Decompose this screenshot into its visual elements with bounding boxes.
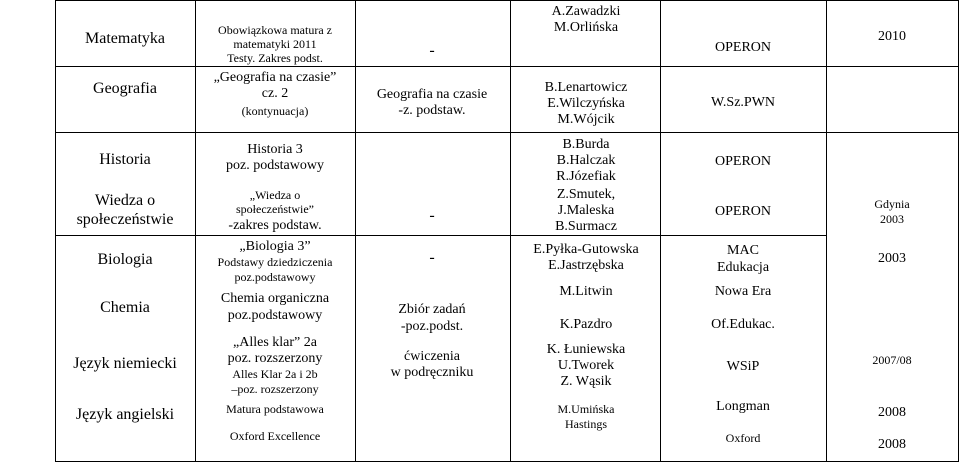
author-wasik: Z. Wąsik (560, 374, 612, 389)
publisher-oxford: Oxford (725, 431, 761, 445)
title-wos-line1: „Wiedza o (249, 188, 301, 202)
row-divider (55, 132, 959, 133)
table-border-left (55, 0, 56, 462)
publisher-operon-historia: OPERON (714, 154, 772, 169)
subject-wos-line2: społeczeństwie (76, 211, 174, 228)
column-divider (660, 0, 661, 462)
year-gdynia-year: 2003 (880, 212, 904, 226)
year-gdynia-place: Gdynia (874, 197, 910, 211)
title-matematyka-line3: Testy. Zakres podst. (227, 51, 323, 65)
title-angielski-line1: Matura podstawowa (226, 402, 324, 416)
subject-jezyk-niemiecki: Język niemiecki (73, 355, 177, 372)
publisher-mac-line2: Edukacja (716, 260, 770, 275)
author-halczak: B.Halczak (556, 153, 616, 168)
title-biologia-line3: poz.podstawowy (234, 270, 316, 284)
title-historia-line2: poz. podstawowy (226, 158, 324, 173)
publisher-wsip: WSiP (726, 359, 760, 374)
publisher-nowa-era: Nowa Era (714, 284, 772, 299)
author-luniewska: K. Łuniewska (546, 342, 626, 357)
year-angielski-2: 2008 (878, 437, 906, 452)
author-surmacz: B.Surmacz (555, 219, 617, 234)
supplement-geografia-line1: Geografia na czasie (376, 87, 488, 102)
author-maleska: J.Maleska (557, 203, 615, 218)
title-chemia-line1: Chemia organiczna (220, 291, 330, 306)
supplement-niemiecki-line2: w podręczniku (390, 365, 474, 380)
table-border-top (55, 0, 959, 1)
title-biologia-line2: Podstawy dziedziczenia (217, 255, 333, 269)
publisher-operon-matematyka: OPERON (714, 40, 772, 55)
title-historia-line1: Historia 3 (247, 142, 303, 157)
title-matematyka-line1: Obowiązkowa matura z (218, 23, 332, 37)
column-divider (355, 0, 356, 462)
publisher-longman: Longman (716, 399, 770, 414)
supplement-matematyka: - (429, 42, 435, 59)
subject-historia: Historia (99, 151, 151, 168)
title-niemiecki-line2: poz. rozszerzony (227, 351, 323, 366)
year-matematyka: 2010 (878, 29, 906, 44)
supplement-biologia: - (429, 249, 435, 266)
year-angielski-1: 2008 (878, 405, 906, 420)
supplement-chemia-line1: Zbiór zadań (398, 302, 466, 317)
author-jozefiak: R.Józefiak (556, 169, 616, 184)
year-biologia: 2003 (878, 251, 906, 266)
author-orlinska: M.Orlińska (553, 20, 619, 35)
supplement-chemia-line2: -poz.podst. (400, 319, 464, 334)
title-wos-line3: -zakres podstaw. (228, 218, 322, 233)
author-wojcik: M.Wójcik (557, 112, 615, 127)
author-wilczynska: E.Wilczyńska (547, 96, 625, 111)
subject-chemia: Chemia (100, 299, 150, 316)
publisher-operon-wos: OPERON (714, 204, 772, 219)
subject-matematyka: Matematyka (85, 30, 165, 47)
author-hastings: Hastings (565, 417, 607, 431)
supplement-geografia-line2: -z. podstaw. (398, 103, 466, 118)
title-geografia-line2: cz. 2 (261, 86, 289, 101)
author-pazdro: K.Pazdro (559, 317, 613, 332)
year-niemiecki: 2007/08 (872, 353, 912, 367)
title-niemiecki-line4: –poz. rozszerzony (231, 382, 319, 396)
column-divider (510, 0, 511, 462)
column-divider (826, 0, 827, 462)
title-matematyka-line2: matematyki 2011 (233, 37, 317, 51)
title-niemiecki-line1: „Alles klar” 2a (233, 335, 317, 350)
supplement-wos: - (429, 207, 435, 224)
subject-jezyk-angielski: Język angielski (75, 406, 175, 423)
row-divider (55, 235, 827, 236)
author-burda: B.Burda (562, 137, 610, 152)
title-angielski-line2: Oxford Excellence (229, 429, 321, 443)
title-geografia-line1: „Geografia na czasie” (213, 70, 337, 85)
title-wos-line2: społeczeństwie” (236, 202, 314, 216)
publisher-mac-line1: MAC (727, 243, 759, 258)
author-zawadzki: A.Zawadzki (551, 4, 621, 19)
row-divider (55, 66, 959, 67)
title-geografia-line3: (kontynuacja) (241, 104, 309, 118)
title-biologia-line1: „Biologia 3” (239, 239, 311, 254)
column-divider (195, 0, 196, 462)
author-jastrzebska: E.Jastrzębska (548, 258, 624, 273)
publisher-wszpwn: W.Sz.PWN (710, 95, 776, 110)
author-lenartowicz: B.Lenartowicz (544, 80, 628, 95)
title-niemiecki-line3: Alles Klar 2a i 2b (232, 367, 318, 381)
author-tworek: U.Tworek (557, 358, 615, 373)
subject-biologia: Biologia (97, 251, 153, 268)
publisher-of-edukac: Of.Edukac. (711, 317, 775, 332)
author-uminska: M.Umińska (557, 402, 615, 416)
author-pylka-gutowska: E.Pyłka-Gutowska (533, 242, 639, 257)
subject-geografia: Geografia (93, 80, 157, 97)
supplement-niemiecki-line1: ćwiczenia (404, 349, 460, 364)
subject-wos-line1: Wiedza o (94, 192, 156, 209)
title-chemia-line2: poz.podstawowy (227, 308, 323, 323)
author-smutek: Z.Smutek, (556, 187, 616, 202)
author-litwin: M.Litwin (559, 284, 613, 299)
